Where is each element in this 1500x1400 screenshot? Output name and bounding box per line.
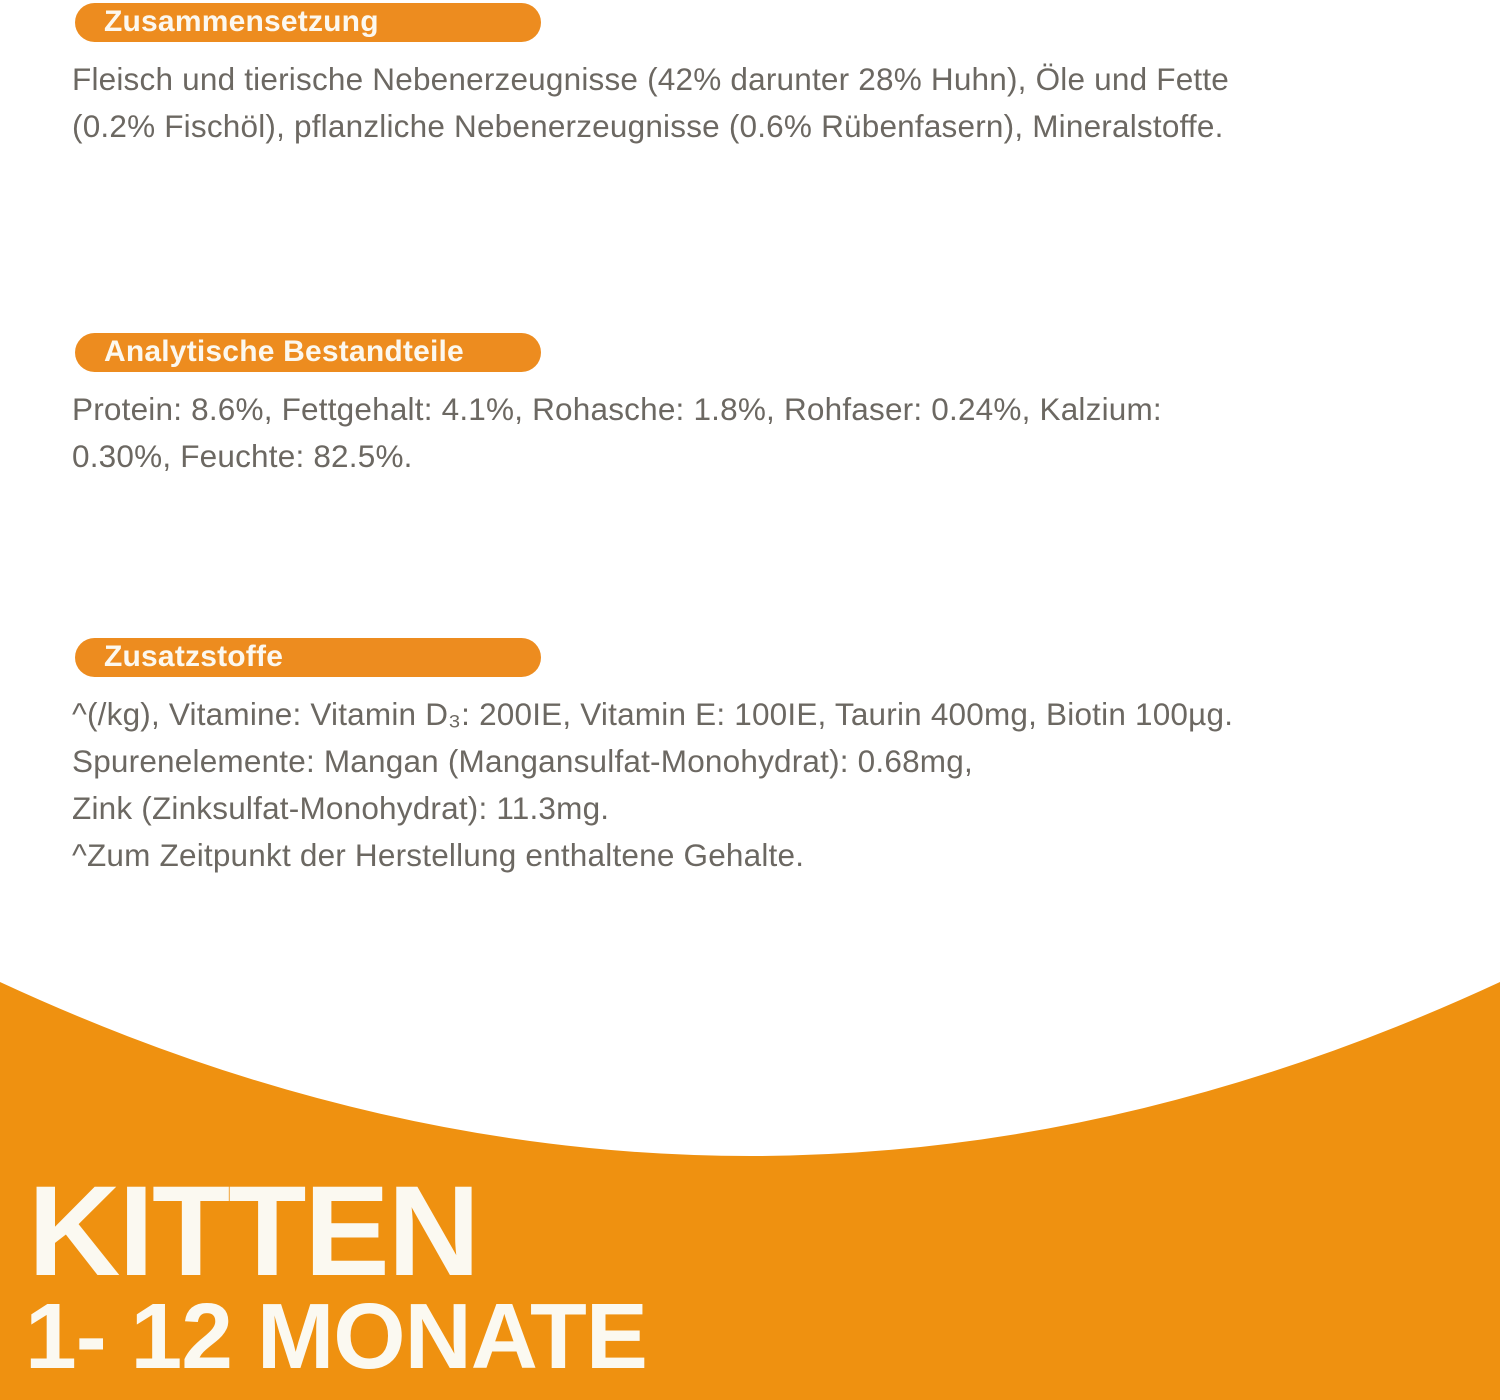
additives-line-4: ^Zum Zeitpunkt der Herstellung enthaltene Gehalte. [72,837,805,873]
analytical-constituents-text [72,386,1162,480]
composition-line-1: Fleisch und tierische Nebenerzeugnisse (42% darunter 28% Huhn), Öle und Fette [72,61,1230,97]
section-header-label: Zusammensetzung [104,5,379,38]
product-age-range: 1- 12 MONATE [25,1284,647,1388]
analytical-line-2: 0.30%, Feuchte: 82.5%. [72,438,413,474]
additives-line-3: Zink (Zinksulfat-Monohydrat): 11.3mg. [72,790,610,826]
additives-text [72,691,1233,879]
composition-text [72,56,1229,150]
additives-line-1: ^(/kg), Vitamine: Vitamin D₃: 200IE, Vitamin E: 100IE, Taurin 400mg, Biotin 100µg. [72,696,1234,732]
product-life-stage-title: KITTEN [28,1160,479,1303]
analytical-line-1: Protein: 8.6%, Fettgehalt: 4.1%, Rohasche: 1.8%, Rohfaser: 0.24%, Kalzium: [72,391,1162,427]
section-header-label: Zusatzstoffe [104,640,284,673]
section-header-zusatzstoffe [75,638,541,677]
section-header-label: Analytische Bestandteile [104,335,464,368]
section-header-zusammensetzung [75,3,541,42]
section-header-analytische-bestandteile [75,333,541,372]
composition-line-2: (0.2% Fischöl), pflanzliche Nebenerzeugnisse (0.6% Rübenfasern), Mineralstoffe. [72,108,1224,144]
additives-line-2: Spurenelemente: Mangan (Mangansulfat-Monohydrat): 0.68mg, [72,743,973,779]
